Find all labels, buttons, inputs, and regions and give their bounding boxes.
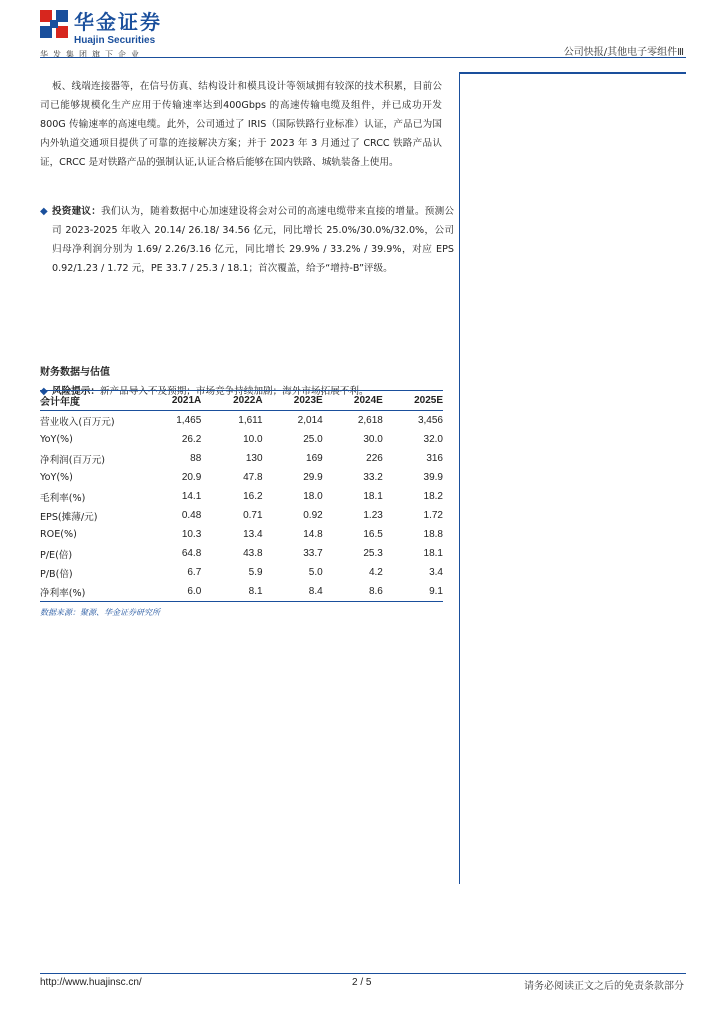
footer-divider (40, 973, 686, 974)
logo-chinese-name: 华金证券 (74, 10, 162, 34)
table-cell: 14.8 (303, 529, 323, 540)
intro-paragraph: 板、线端连接器等，在信号仿真、结构设计和模具设计等领域拥有较深的技术积累，目前公司已能够规模化生产应用于传输速率达到400Gbps 的高速传输电缆及组件，并已成功开发 800G 传输速率的高速电缆。此外，公司通过了 IRIS（国际铁路行业标准）认证，产品已为国内外轨道交通项目提供了可靠的连接解决方案；并于 2023 年 3 月通过了 CRCC 铁路产品认证，CRCC 是对铁路产品的强制认证,认证合格后能够在国内铁路、城轨装备上使用。 (40, 81, 442, 168)
row-label: ROE(%) (40, 529, 77, 540)
row-label: 净利润(百万元) (40, 454, 106, 466)
table-row (40, 430, 443, 449)
table-cell: 18.1 (423, 548, 443, 559)
investment-advice (40, 202, 454, 278)
header-divider (40, 57, 686, 58)
table-cell: 6.7 (187, 567, 202, 578)
table-cell: 5.0 (308, 567, 323, 578)
table-cell: 226 (366, 453, 383, 464)
disclaimer-note: 请务必阅读正文之后的免责条款部分 (524, 981, 684, 992)
table-cell: 2,014 (297, 415, 323, 426)
table-cell: 16.2 (243, 491, 263, 502)
table-cell: 10.0 (243, 434, 263, 445)
financial-table (40, 391, 443, 602)
huajin-logo-icon (40, 10, 68, 38)
table-cell: 29.9 (303, 472, 323, 483)
risk-warning-label: 风险提示： (52, 386, 100, 397)
row-label: YoY(%) (40, 434, 73, 445)
table-cell: 25.3 (363, 548, 383, 559)
table-cell: 14.1 (181, 491, 202, 502)
row-label: 净利率(%) (40, 587, 86, 599)
page-number: 2 / 5 (352, 977, 372, 988)
table-cell: 130 (245, 453, 263, 464)
table-cell: 16.5 (363, 529, 383, 540)
table-row (40, 506, 443, 525)
table-row (40, 449, 443, 468)
table-row (40, 487, 443, 506)
table-cell: 1.23 (363, 510, 383, 521)
report-type: 公司快报/其他电子零组件Ⅲ (563, 47, 684, 58)
header-cell: 2025E (414, 395, 443, 406)
row-label: P/B(倍) (40, 568, 73, 580)
table-cell: 1,465 (176, 415, 202, 426)
table-cell: 32.0 (423, 434, 443, 445)
table-row (40, 544, 443, 563)
data-source: 数据来源：聚源、华金证券研究所 (40, 608, 160, 617)
table-cell: 20.9 (181, 472, 202, 483)
table-cell: 88 (190, 453, 202, 464)
row-label: 营业收入(百万元) (40, 416, 115, 428)
header-cell: 2021A (171, 395, 202, 406)
table-cell: 0.48 (181, 510, 202, 521)
table-cell: 47.8 (243, 472, 263, 483)
table-cell: 6.0 (187, 586, 202, 597)
logo-english-name: Huajin Securities (74, 35, 156, 46)
column-divider (459, 72, 460, 884)
table-cell: 13.4 (243, 529, 263, 540)
table-cell: 64.8 (181, 548, 202, 559)
sidebar-top-rule (460, 72, 686, 74)
table-cell: 5.9 (248, 567, 263, 578)
table-cell: 169 (306, 453, 323, 464)
header-cell: 会计年度 (40, 397, 80, 408)
investment-advice-label: 投资建议： (52, 206, 102, 217)
table-cell: 3.4 (429, 567, 443, 578)
row-label: YoY(%) (40, 472, 73, 483)
website-link[interactable]: http://www.huajinsc.cn/ (40, 977, 142, 988)
table-cell: 8.4 (308, 586, 323, 597)
logo-subtitle: 华发集团旗下企业 (40, 50, 144, 59)
header-cell: 2023E (293, 395, 323, 406)
table-cell: 9.1 (429, 586, 443, 597)
table-row (40, 525, 443, 544)
table-cell: 18.0 (303, 491, 323, 502)
table-cell: 4.2 (368, 567, 383, 578)
table-cell: 43.8 (243, 548, 263, 559)
header-cell: 2024E (353, 395, 383, 406)
table-cell: 1,611 (238, 415, 263, 426)
table-cell: 18.2 (423, 491, 443, 502)
table-cell: 0.71 (243, 510, 263, 521)
table-row (40, 582, 443, 602)
table-cell: 30.0 (363, 434, 383, 445)
table-cell: 33.7 (303, 548, 323, 559)
table-title: 财务数据与估值 (40, 367, 110, 378)
company-logo (40, 8, 220, 58)
table-cell: 26.2 (181, 434, 202, 445)
table-cell: 33.2 (363, 472, 383, 483)
row-label: P/E(倍) (40, 549, 73, 561)
table-cell: 316 (426, 453, 443, 464)
table-cell: 10.3 (181, 529, 202, 540)
table-cell: 3,456 (417, 415, 443, 426)
table-cell: 25.0 (303, 434, 323, 445)
table-cell: 2,618 (357, 415, 383, 426)
table-cell: 8.1 (248, 586, 263, 597)
table-cell: 8.6 (368, 586, 383, 597)
investment-advice-text: 我们认为，随着数据中心加速建设将会对公司的高速电缆带来直接的增量。预测公司 2023-2025 年收入 20.14/ 26.18/ 34.56 亿元，同比增长 25.0%/30.0%/32.0%，公司归母净利润分别为 1.69/ 2.26/3.16 亿元，同比增长 29.9% / 33.2% / 39.9%，对应 EPS 0.92/1.23 / 1.72 元，PE 33.7 / 25.3 / 18.1；首次覆盖，给予“增持-B”评级。 (52, 206, 455, 274)
row-label: 毛利率(%) (40, 492, 86, 504)
diamond-bullet-icon: ◆ (40, 386, 48, 397)
table-cell: 1.72 (423, 510, 443, 521)
row-label: EPS(摊薄/元) (40, 511, 98, 523)
table-row (40, 468, 443, 487)
header-cell: 2022A (233, 395, 263, 406)
table-cell: 0.92 (303, 510, 323, 521)
table-cell: 18.1 (363, 491, 383, 502)
table-row (40, 411, 443, 431)
table-cell: 39.9 (423, 472, 443, 483)
risk-warning-text: 新产品导入不及预期；市场竞争持续加剧；海外市场拓展不利。 (99, 386, 369, 397)
table-cell: 18.8 (423, 529, 443, 540)
diamond-bullet-icon: ◆ (40, 206, 48, 217)
table-row (40, 563, 443, 582)
table-header-row (40, 391, 443, 411)
